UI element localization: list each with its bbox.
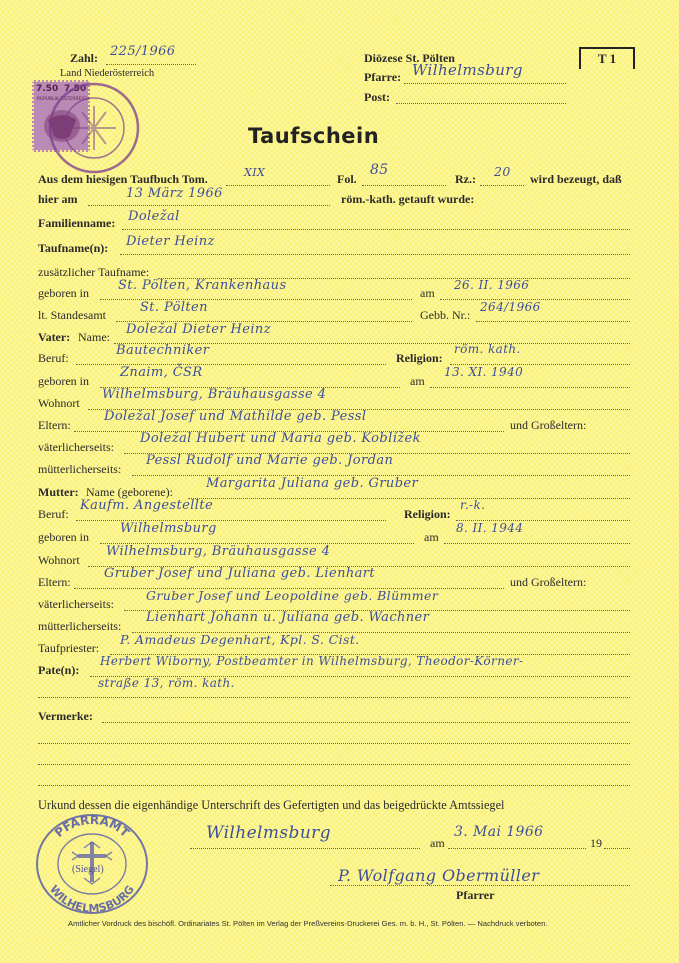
pfarre-line <box>404 83 566 84</box>
geboren-am-value: 26. II. 1966 <box>454 278 530 292</box>
year-suffix: 19 <box>590 836 602 850</box>
mutter-geboren-value: Wilhelmsburg <box>120 521 217 536</box>
familienname-line <box>122 229 630 230</box>
mutter-am-label: am <box>424 530 439 544</box>
urkund-text: Urkund dessen die eigenhändige Unterschrift des Gefertigten und das beigedrückte Amtssiegel <box>38 798 505 812</box>
vater-ms-value: Pessl Rudolf und Marie geb. Jordan <box>146 453 394 468</box>
taufpriester-value: P. Amadeus Degenhart, Kpl. S. Cist. <box>120 632 360 647</box>
geboren-value: St. Pölten, Krankenhaus <box>118 278 287 293</box>
pate-label: Pate(n): <box>38 663 80 677</box>
vater-am-label: am <box>410 374 425 388</box>
aus-label: Aus dem hiesigen Taufbuch Tom. <box>38 172 208 186</box>
zahl-line <box>106 64 196 65</box>
vermerke-line-2 <box>38 743 630 744</box>
gebb-label: Gebb. Nr.: <box>420 308 471 322</box>
vater-name-label: Name: <box>78 330 110 344</box>
svg-text:PFARRAMT <box>52 813 133 841</box>
vermerke-line-3 <box>38 764 630 765</box>
svg-text:WILHELMSBURG <box>47 883 137 915</box>
dioezese-label: Diözese St. Pölten <box>364 51 455 65</box>
vater-ms-label: mütterlicherseits: <box>38 462 122 476</box>
pfarre-label: Pfarre: <box>364 70 402 84</box>
mutter-ms-label: mütterlicherseits: <box>38 619 122 633</box>
mutter-beruf-value: Kaufm. Angestellte <box>80 498 214 513</box>
vater-religion-value: röm. kath. <box>454 342 521 356</box>
zusaetzlich-label: zusätzlicher Taufname: <box>38 265 150 279</box>
vater-vs-label: väterlicherseits: <box>38 440 114 454</box>
mutter-name-label: Name (geborene): <box>86 485 173 499</box>
mutter-religion-value: r.-k. <box>460 498 486 512</box>
mutter-eltern-label: Eltern: <box>38 575 71 589</box>
familienname-label: Familienname: <box>38 216 116 230</box>
zahl-label: Zahl: <box>70 51 99 65</box>
roem-label: röm.-kath. getauft wurde: <box>341 192 475 206</box>
vater-wohnort-label: Wohnort <box>38 396 80 410</box>
mutter-vs-label: väterlicherseits: <box>38 597 114 611</box>
vater-label: Vater: <box>38 330 71 344</box>
mutter-label: Mutter: <box>38 485 79 499</box>
revenue-stamp-text: REPUBLIK ÖSTERREICH <box>37 97 90 102</box>
form-code: T 1 <box>579 47 635 69</box>
vater-religion-label: Religion: <box>396 351 443 365</box>
fol-value: 85 <box>370 162 389 178</box>
mutter-am-value: 8. II. 1944 <box>456 521 524 535</box>
hier-label: hier am <box>38 192 78 206</box>
vermerke-line-4 <box>38 785 630 786</box>
post-line <box>396 103 566 104</box>
vater-geboren-label: geboren in <box>38 374 89 388</box>
footer-text: Amtlicher Vordruck des bischöfl. Ordinariates St. Pölten im Verlag der Preßvereins-Druckerei Ges. m. b. H., St. Pölten. — Nachdruck verboten. <box>68 919 548 928</box>
mutter-eltern-value: Gruber Josef und Juliana geb. Lienhart <box>104 566 376 581</box>
vater-am-value: 13. XI. 1940 <box>444 365 524 379</box>
pastor-signature: P. Wolfgang Obermüller <box>338 866 540 885</box>
mutter-wohnort-value: Wilhelmsburg, Bräuhausgasse 4 <box>106 544 331 559</box>
hier-line <box>88 205 330 206</box>
mutter-wohnort-label: Wohnort <box>38 553 80 567</box>
vater-grosseltern-label: und Großeltern: <box>510 418 587 432</box>
land-label: Land Niederösterreich <box>60 68 155 79</box>
seal-bottom-text: WILHELMSBURG <box>47 882 137 916</box>
standesamt-label: lt. Standesamt <box>38 308 106 322</box>
mutter-am-line <box>444 543 630 544</box>
rz-line <box>480 185 524 186</box>
vermerke-label: Vermerke: <box>38 709 93 723</box>
pfarre-value: Wilhelmsburg <box>412 61 523 79</box>
pate-value-2: straße 13, röm. kath. <box>98 676 235 690</box>
post-label: Post: <box>364 90 390 104</box>
year-line <box>604 848 630 849</box>
vater-beruf-label: Beruf: <box>38 351 69 365</box>
fol-line <box>362 185 446 186</box>
taufname-label: Taufname(n): <box>38 241 109 255</box>
familienname-value: Doležal <box>128 209 180 224</box>
revenue-stamp-value-right: 7.50 <box>64 84 87 94</box>
taufname-value: Dieter Heinz <box>126 234 215 249</box>
gebb-line <box>476 321 630 322</box>
place-line <box>190 848 420 849</box>
mutter-ms-value: Lienhart Johann u. Juliana geb. Wachner <box>146 610 430 625</box>
gebb-value: 264/1966 <box>480 300 541 314</box>
geboren-am-label: am <box>420 286 435 300</box>
closing-am-label: am <box>430 836 445 850</box>
hier-value: 13 März 1966 <box>126 186 223 201</box>
signature-line <box>330 885 630 886</box>
pate-value-1: Herbert Wiborny, Postbeamter in Wilhelmsburg, Theodor-Körner- <box>100 654 524 668</box>
rz-label: Rz.: <box>455 172 476 186</box>
mutter-name-line <box>188 498 630 499</box>
pate-line-2 <box>38 697 630 698</box>
vermerke-line-1 <box>102 722 630 723</box>
vater-geboren-value: Znaim, ČSR <box>120 365 203 380</box>
vater-eltern-label: Eltern: <box>38 418 71 432</box>
taufpriester-label: Taufpriester: <box>38 641 100 655</box>
rz-value: 20 <box>494 164 511 179</box>
mutter-vs-value: Gruber Josef und Leopoldine geb. Blümmer <box>146 588 439 603</box>
mutter-geboren-label: geboren in <box>38 530 89 544</box>
pfarrer-label: Pfarrer <box>456 888 495 902</box>
zahl-value: 225/1966 <box>110 44 176 59</box>
vater-eltern-value: Doležal Josef und Mathilde geb. Pessl <box>104 409 367 424</box>
mutter-religion-label: Religion: <box>404 507 451 521</box>
taufname-line <box>120 254 630 255</box>
revenue-stamp-value-left: 7.50 <box>36 84 59 94</box>
wird-label: wird bezeugt, daß <box>530 172 622 186</box>
date-value: 3. Mai 1966 <box>454 824 544 840</box>
standesamt-value: St. Pölten <box>140 300 208 315</box>
tom-line <box>226 185 330 186</box>
vater-beruf-value: Bautechniker <box>116 343 210 358</box>
siegel-label: (Siegel) <box>72 864 104 875</box>
vater-vs-value: Doležal Hubert und Maria geb. Koblížek <box>140 431 421 446</box>
mutter-beruf-label: Beruf: <box>38 507 69 521</box>
document-title: Taufschein <box>248 124 380 148</box>
date-line <box>448 848 586 849</box>
seal-top-text: PFARRAMT <box>52 812 133 840</box>
place-value: Wilhelmsburg <box>206 823 331 843</box>
mutter-grosseltern-label: und Großeltern: <box>510 575 587 589</box>
vater-wohnort-value: Wilhelmsburg, Bräuhausgasse 4 <box>102 387 327 402</box>
mutter-name-value: Margarita Juliana geb. Gruber <box>206 476 419 491</box>
fol-label: Fol. <box>337 172 357 186</box>
vater-am-line <box>430 387 630 388</box>
vater-name-value: Doležal Dieter Heinz <box>126 322 271 337</box>
tom-value: XIX <box>244 166 266 179</box>
geboren-label: geboren in <box>38 286 89 300</box>
